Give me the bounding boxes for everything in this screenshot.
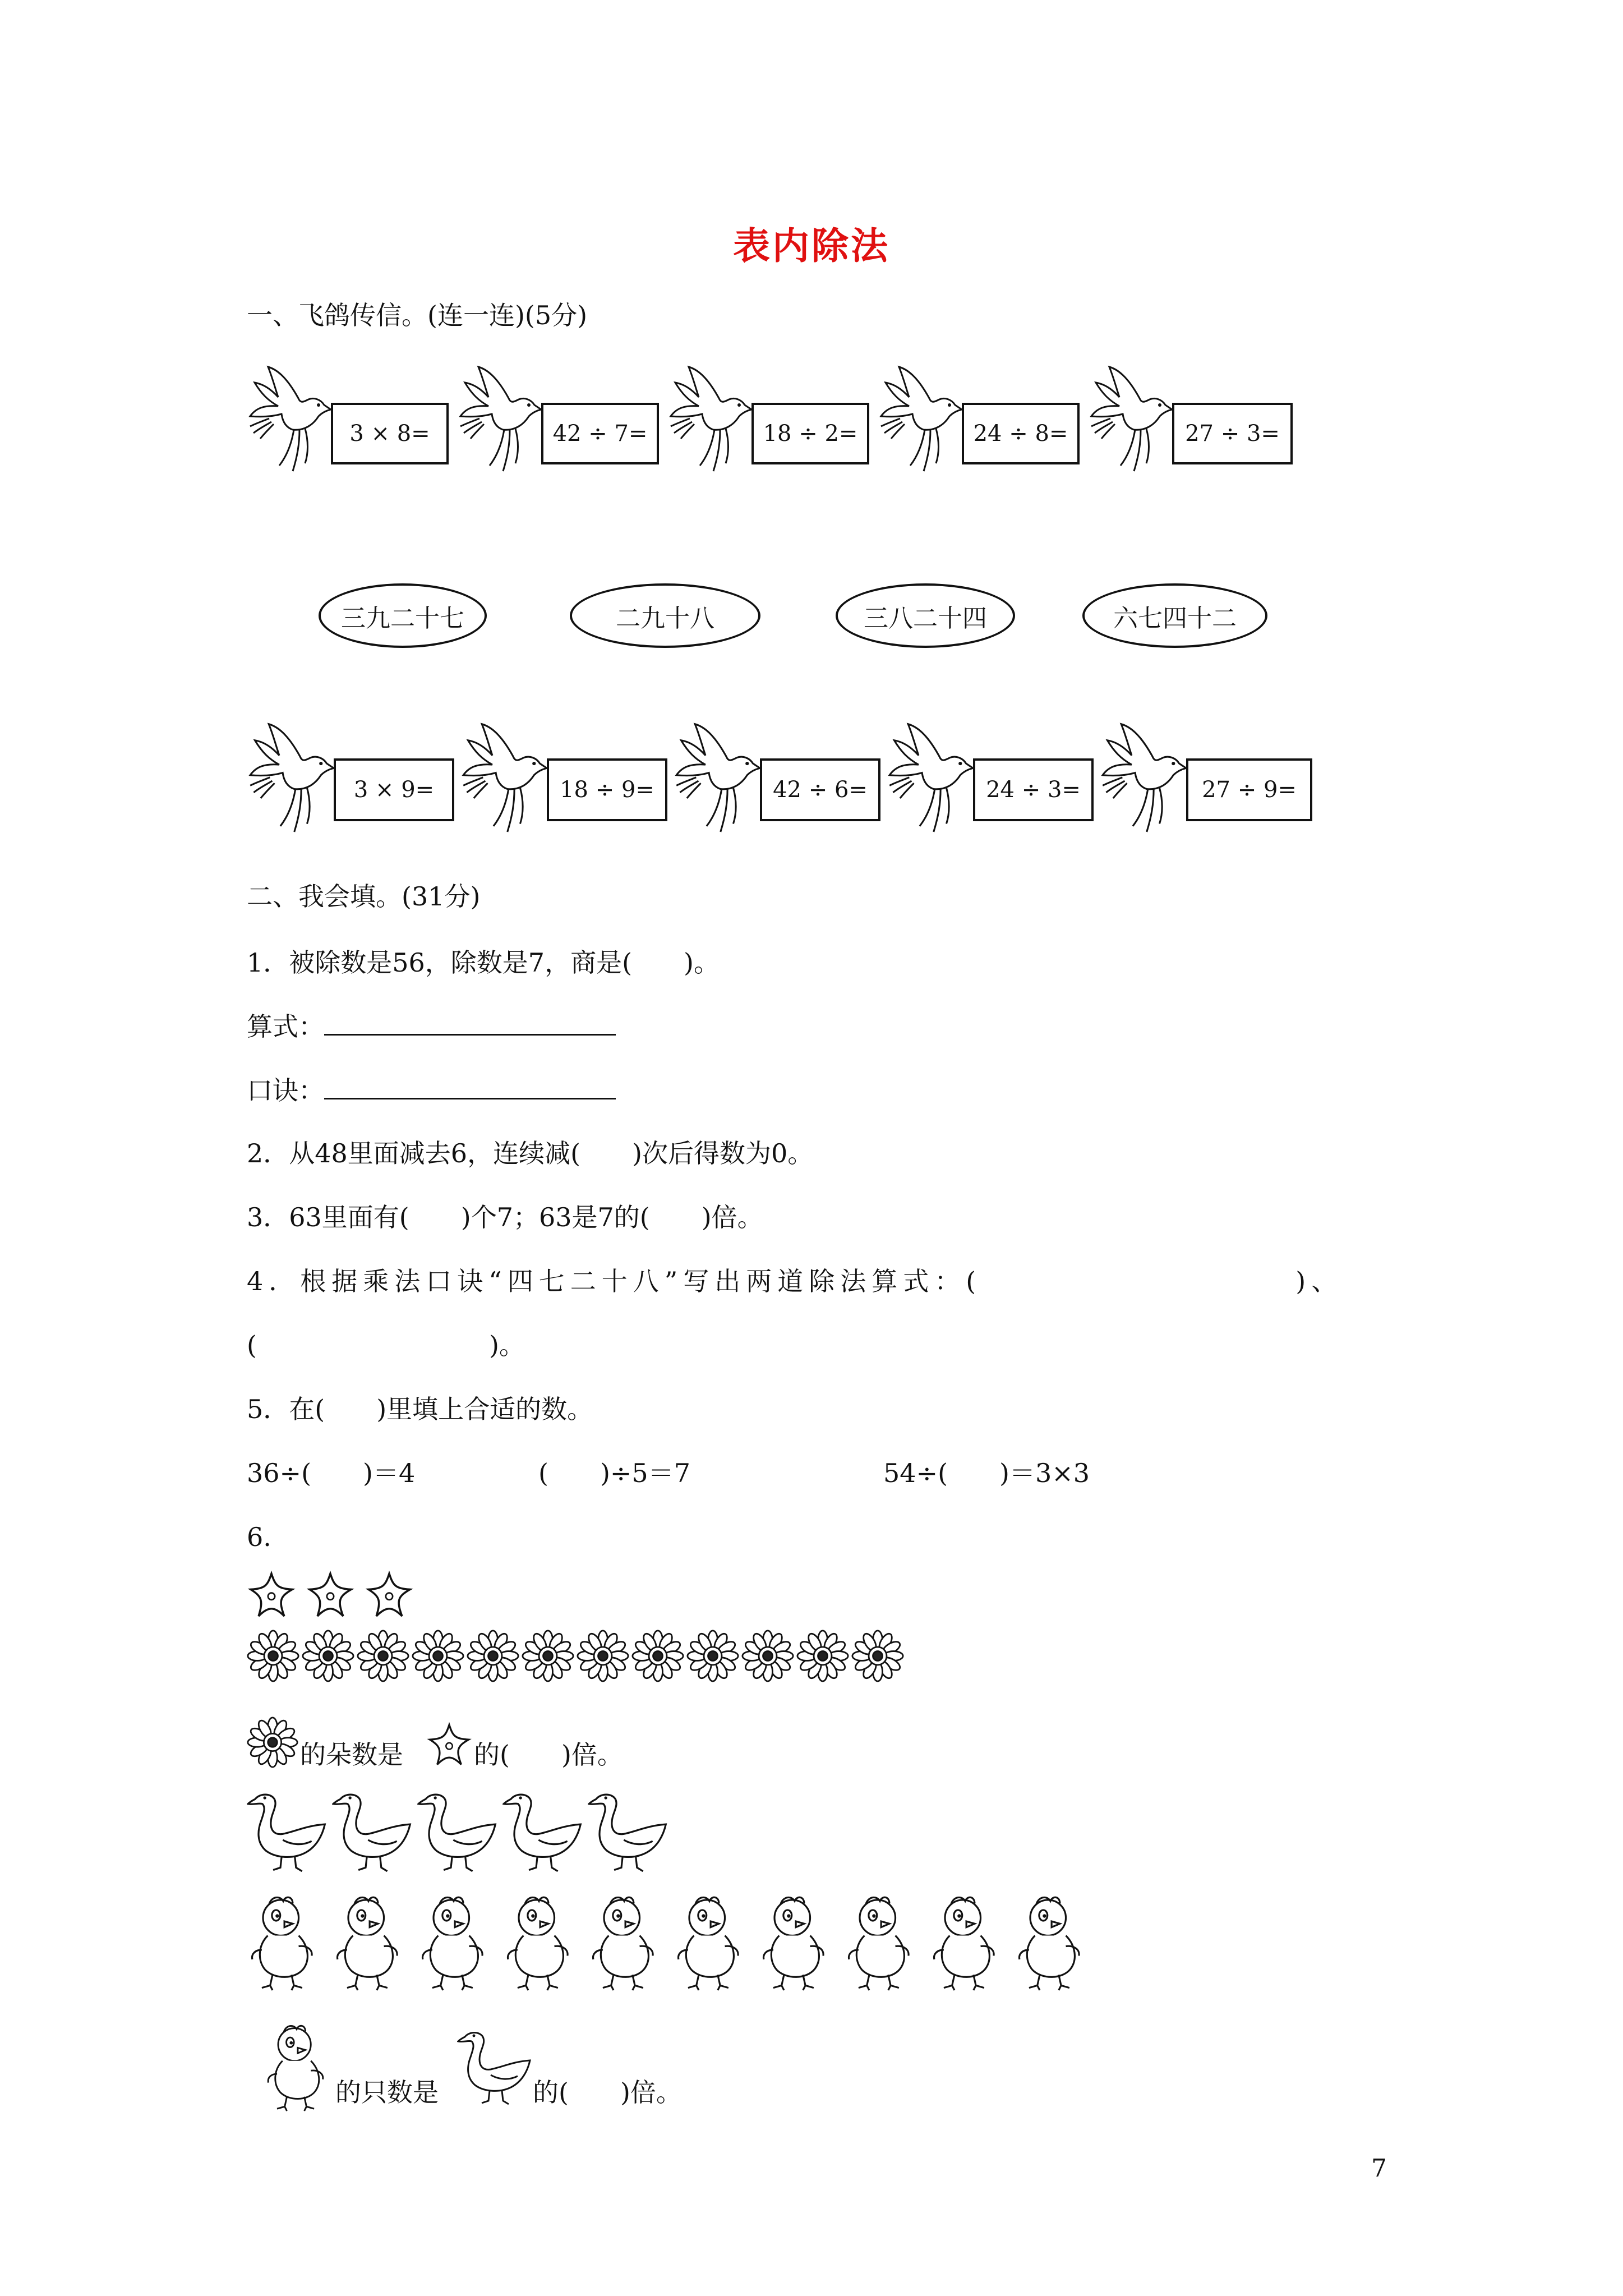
star-flower-icon — [426, 1722, 472, 1768]
dove-icon — [247, 718, 334, 841]
problem-box: 24 ÷ 8= — [962, 403, 1080, 464]
chick-icon — [417, 1890, 490, 1991]
daisy-icon — [412, 1630, 464, 1682]
daisy-icon — [247, 1717, 298, 1768]
problem-box: 18 ÷ 2= — [751, 403, 869, 464]
page-number: 7 — [1371, 2154, 1387, 2183]
dove-card[interactable] — [247, 718, 460, 841]
chick-icon — [929, 1890, 1002, 1991]
dove-icon — [886, 718, 973, 841]
daisy-icon — [357, 1630, 409, 1682]
dove-icon — [457, 359, 541, 482]
bottom-dove-row — [247, 718, 1346, 841]
chick-row — [247, 1890, 1122, 1991]
question-1: 1．被除数是56，除数是7，商是( )。 — [247, 947, 720, 978]
problem-box: 27 ÷ 9= — [1186, 758, 1312, 821]
section1-heading: 一、飞鸽传信。(连一连)(5分) — [247, 300, 588, 330]
chick-icon — [502, 1890, 575, 1991]
problem-box: 42 ÷ 6= — [760, 758, 880, 821]
rhyme-oval[interactable]: 三九二十七 — [319, 583, 487, 648]
problem-box: 3 × 9= — [334, 758, 454, 821]
daisy-icon — [851, 1630, 904, 1682]
rhyme-oval[interactable]: 六七四十二 — [1082, 583, 1267, 648]
dove-card[interactable] — [457, 359, 667, 482]
star-flower-row — [247, 1571, 437, 1621]
q6-text2-b: 的( )倍。 — [533, 2077, 682, 2108]
goose-icon — [332, 1789, 416, 1874]
daisy-icon — [741, 1630, 794, 1682]
goose-icon — [417, 1789, 501, 1874]
dove-icon — [673, 718, 760, 841]
top-dove-row — [247, 359, 1346, 482]
daisy-icon — [686, 1630, 739, 1682]
chick-icon — [673, 1890, 746, 1991]
daisy-icon — [467, 1630, 519, 1682]
chick-icon — [1014, 1890, 1087, 1991]
dove-card[interactable] — [1088, 359, 1298, 482]
daisy-icon — [522, 1630, 574, 1682]
q6-text2-a: 的只数是 — [335, 2077, 439, 2108]
question-4-line2: ( )。 — [247, 1330, 525, 1360]
problem-box: 3 × 8= — [331, 403, 449, 464]
formula-row — [247, 1010, 616, 1043]
formula-answer-field[interactable] — [324, 1034, 616, 1036]
dove-icon — [1099, 718, 1186, 841]
star-flower-icon — [365, 1571, 414, 1620]
rhyme-oval[interactable]: 二九十八 — [570, 583, 760, 648]
chick-icon — [843, 1890, 916, 1991]
dove-icon — [878, 359, 962, 482]
dove-icon — [460, 718, 547, 841]
q5-item-2: ( )÷5＝7 — [538, 1458, 690, 1488]
problem-box: 18 ÷ 9= — [547, 758, 667, 821]
page-title: 表内除法 — [733, 224, 890, 268]
problem-box: 42 ÷ 7= — [541, 403, 659, 464]
rhyme-label: 口诀： — [247, 1075, 324, 1106]
dove-card[interactable] — [460, 718, 673, 841]
dove-icon — [247, 359, 331, 482]
chick-icon — [264, 2019, 330, 2112]
goose-row — [247, 1789, 695, 1874]
question-4-line1: 4．根据乘法口诀“四七二十八”写出两道除法算式：( )、 — [247, 1266, 1343, 1296]
section2-heading: 二、我会填。(31分) — [247, 881, 481, 912]
dove-card[interactable] — [886, 718, 1099, 841]
dove-card[interactable] — [247, 359, 457, 482]
goose-icon — [247, 1789, 331, 1874]
dove-card[interactable] — [667, 359, 878, 482]
rhyme-answer-field[interactable] — [324, 1098, 616, 1099]
q5-item-1: 36÷( )＝4 — [247, 1458, 416, 1488]
star-flower-icon — [247, 1571, 296, 1620]
daisy-icon — [247, 1630, 299, 1682]
dove-card[interactable] — [673, 718, 886, 841]
rhyme-oval[interactable]: 三八二十四 — [836, 583, 1015, 648]
formula-label: 算式： — [247, 1011, 324, 1042]
question-6-label: 6. — [247, 1522, 271, 1552]
q6-text1-b: 的( )倍。 — [474, 1740, 623, 1770]
dove-card[interactable] — [1099, 718, 1318, 841]
goose-icon — [457, 2028, 536, 2106]
question-2: 2．从48里面减去6，连续减( )次后得数为0。 — [247, 1138, 814, 1168]
dove-card[interactable] — [878, 359, 1088, 482]
q6-flower-question — [247, 1717, 751, 1773]
chick-icon — [332, 1890, 405, 1991]
q6-chick-question — [264, 2019, 768, 2115]
chick-icon — [247, 1890, 320, 1991]
problem-box: 27 ÷ 3= — [1172, 403, 1293, 464]
star-flower-icon — [306, 1571, 355, 1620]
daisy-icon — [302, 1630, 354, 1682]
daisy-icon — [577, 1630, 629, 1682]
rhyme-row — [247, 1074, 616, 1107]
daisy-icon — [796, 1630, 849, 1682]
q6-text1-a: 的朵数是 — [300, 1740, 403, 1770]
daisy-row — [247, 1630, 909, 1686]
goose-icon — [502, 1789, 587, 1874]
goose-icon — [588, 1789, 672, 1874]
daisy-icon — [631, 1630, 684, 1682]
dove-icon — [667, 359, 751, 482]
question-3: 3．63里面有( )个7；63是7的( )倍。 — [247, 1202, 763, 1232]
question-5: 5．在( )里填上合适的数。 — [247, 1394, 593, 1424]
chick-icon — [588, 1890, 661, 1991]
q5-item-3: 54÷( )＝3×3 — [883, 1458, 1090, 1488]
dove-icon — [1088, 359, 1172, 482]
problem-box: 24 ÷ 3= — [973, 758, 1094, 821]
chick-icon — [758, 1890, 831, 1991]
